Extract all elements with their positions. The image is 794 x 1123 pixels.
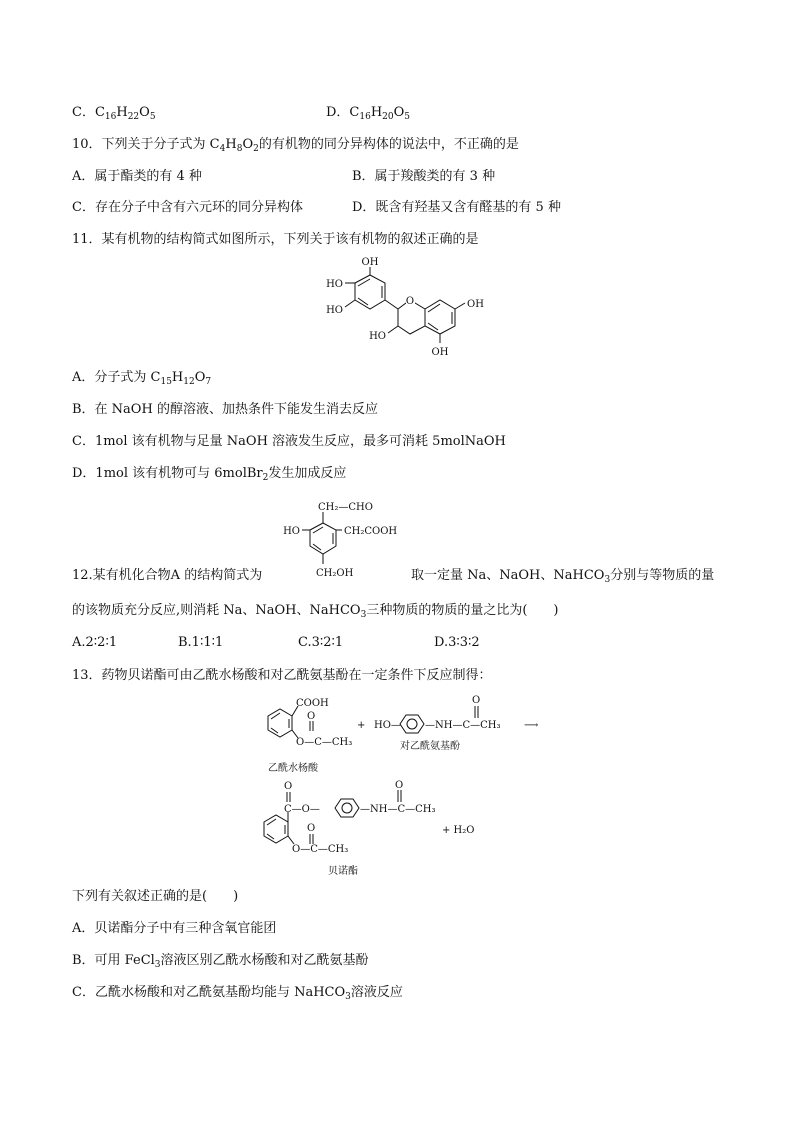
q12-stem-part2: 取一定量 Na、NaOH、NaHCO$_3$分别与等物质的量 xyxy=(411,568,715,585)
q13-stem: 13．药物贝诺酯可由乙酰水杨酸和对乙酰氨基酚在一定条件下反应制得： xyxy=(72,668,492,683)
ring-oxygen-label: O xyxy=(405,296,415,307)
q12-option-c: C.3∶2∶1 xyxy=(298,635,344,650)
q11-option-c: C．1mol 该有机物与足量 NaOH 溶液发生反应，最多可消耗 5molNaOH xyxy=(72,434,506,449)
plus-sign: + xyxy=(357,720,366,731)
paracetamol-name: 对乙酰氨基酚 xyxy=(400,741,460,752)
aspirin-name: 乙酰水杨酸 xyxy=(268,763,318,774)
benorilate-carbonyl-o-label: O xyxy=(284,781,293,792)
benorilate-acetoxy-label: O—C—CH₃ xyxy=(292,844,349,855)
q10-option-c: C．存在分子中含有六元环的同分异构体 xyxy=(72,200,303,215)
ho-ring-label: HO xyxy=(369,331,386,342)
oh-right-label: OH xyxy=(467,299,484,310)
reaction-arrow: ⟶ xyxy=(524,720,539,731)
benorilate-acetyl-o-label: O xyxy=(307,823,316,834)
water-product-label: + H₂O xyxy=(442,825,475,836)
ho-upper-label: HO xyxy=(326,279,343,290)
ch2cho-label: CH₂—CHO xyxy=(318,502,373,513)
aspirin-ester-label: O—C—CH₃ xyxy=(296,737,353,748)
q12-option-d: D.3∶3∶2 xyxy=(434,635,480,650)
oh-top-label: OH xyxy=(361,257,379,268)
q11-stem: 11．某有机物的结构简式如图所示，下列关于该有机物的叙述正确的是 xyxy=(72,232,479,247)
q13-question: 下列有关叙述正确的是( ) xyxy=(72,889,239,904)
q10-option-d: D．既含有羟基又含有醛基的有 5 种 xyxy=(352,200,561,215)
benorilate-ester-label: C—O— xyxy=(284,804,320,815)
q11-structure-diagram xyxy=(310,255,510,365)
q13-reaction-diagram xyxy=(240,690,570,880)
q11-option-d: D．1mol 该有机物可与 6molBr$_2$发生加成反应 xyxy=(72,466,347,483)
ch2cooh-label: CH₂COOH xyxy=(344,526,398,537)
benorilate-name: 贝诺酯 xyxy=(328,866,358,877)
q10-stem: 10．下列关于分子式为 $C_4H_8O_2$的有机物的同分异构体的说法中，不正确的是 xyxy=(72,137,519,154)
q11-option-a: A．分子式为 $C_{15}H_{12}O_7$ xyxy=(72,370,212,387)
q12-option-b: B.1∶1∶1 xyxy=(178,635,224,650)
q9-option-c: C．$C_{16}H_{22}O_5$ xyxy=(72,105,156,122)
aspirin-carbonyl-o-label: O xyxy=(307,711,316,722)
benorilate-amide-o-label: O xyxy=(395,780,404,791)
q13-option-a: A．贝诺酯分子中有三种含氧官能团 xyxy=(72,921,277,936)
ho-lower-label: HO xyxy=(326,305,343,316)
q10-option-b: B．属于羧酸类的有 3 种 xyxy=(352,169,496,184)
aspirin-cooh-label: COOH xyxy=(296,698,329,709)
q10-option-a: A．属于酯类的有 4 种 xyxy=(72,169,202,184)
q12-stem-line2: 的该物质充分反应,则消耗 Na、NaOH、NaHCO$_3$三种物质的物质的量之比为( ) xyxy=(72,603,559,620)
q13-option-b: B．可用 FeCl$_3$溶液区别乙酰水杨酸和对乙酰氨基酚 xyxy=(72,953,369,970)
paracetamol-amide-label: —NH—C—CH₃ xyxy=(425,720,501,731)
q11-option-b: B．在 NaOH 的醇溶液、加热条件下能发生消去反应 xyxy=(72,402,378,417)
paracetamol-carbonyl-o-label: O xyxy=(472,695,481,706)
paracetamol-ho-label: HO— xyxy=(374,720,401,731)
q13-option-c: C．乙酰水杨酸和对乙酰氨基酚均能与 NaHCO$_3$溶液反应 xyxy=(72,985,403,1002)
ch2oh-label: CH₂OH xyxy=(316,568,354,579)
q9-option-d: D．$C_{16}H_{20}O_5$ xyxy=(326,105,411,122)
q12-stem-part1: 12.某有机化合物A 的结构简式为 xyxy=(72,568,263,583)
benorilate-amide-label: —NH—C—CH₃ xyxy=(360,804,436,815)
oh-bottom-label: OH xyxy=(431,347,449,358)
ho-label: HO xyxy=(283,526,300,537)
q12-option-a: A.2∶2∶1 xyxy=(72,635,118,650)
